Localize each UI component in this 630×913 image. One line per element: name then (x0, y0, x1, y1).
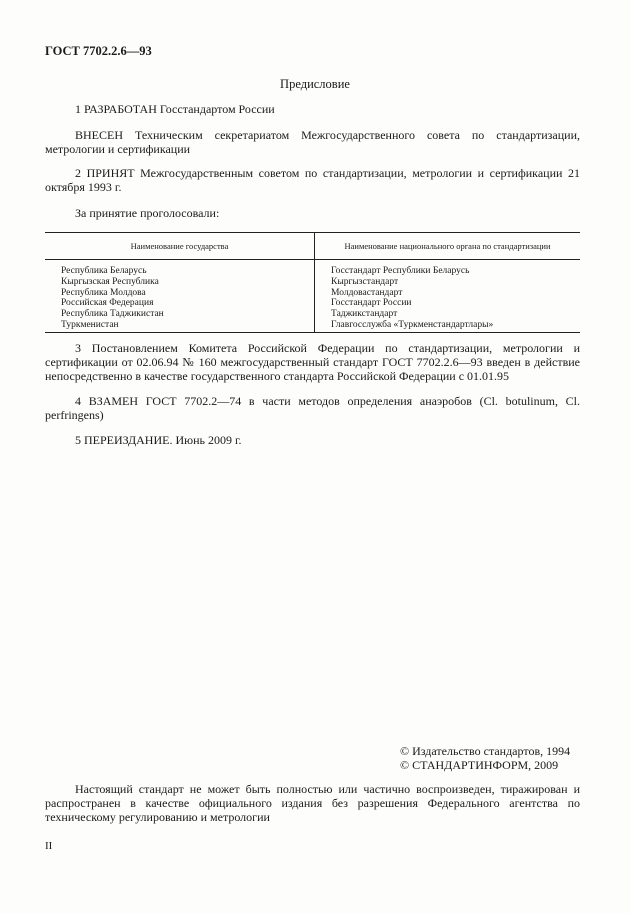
state-name: Республика Беларусь (61, 266, 147, 276)
legal-notice: Настоящий стандарт не может быть полностью или частично воспроизведен, тиражирован и распространен в качестве официального издания без разрешения Федерального агентства по техническому регулированию и метрологии (45, 782, 580, 824)
paragraph-introduced: ВНЕСЕН Техническим секретариатом Межгосударственного совета по стандартизации, метрологии и сертификации (45, 128, 580, 156)
page-number: II (45, 840, 53, 852)
table-header-body: Наименование национального органа по стандартизации (315, 233, 581, 260)
body-name: Главгосслужба «Туркменстандартлары» (331, 319, 494, 330)
body-name: Таджикстандарт (331, 309, 398, 320)
body-name: Молдовастандарт (331, 287, 403, 298)
paragraph-replaces: 4 ВЗАМЕН ГОСТ 7702.2—74 в части методов определения анаэробов (Cl. botulinum, Cl. perfringens) (45, 394, 580, 422)
states-column (45, 260, 315, 333)
state-name: Республика Таджикистан (61, 309, 164, 320)
state-name: Кыргызская Республика (61, 276, 159, 287)
paragraph-voted: За принятие проголосовали: (75, 206, 220, 220)
body-name: Кыргызстандарт (331, 276, 399, 287)
state-name: Российская Федерация (61, 298, 154, 309)
body-name: Госстандарт Республики Беларусь (331, 266, 470, 276)
copyright-line: © Издательство стандартов, 1994 (400, 744, 571, 758)
state-name: Республика Молдова (61, 287, 146, 298)
copyright-line: © СТАНДАРТИНФОРМ, 2009 (400, 758, 559, 772)
bodies-column (315, 260, 581, 333)
paragraph-decree: 3 Постановлением Комитета Российской Федерации по стандартизации, метрологии и сертификации от 02.06.94 № 160 межгосударственный стандарт ГОСТ 7702.2.6—93 введен в действие непосредственно в качестве государственного стандарта Российской Федерации с 01.01.95 (45, 341, 580, 383)
table-header-state: Наименование государства (45, 233, 315, 260)
paragraph-adopted: 2 ПРИНЯТ Межгосударственным советом по стандартизации, метрологии и сертификации 21 октября 1993 г. (45, 166, 580, 194)
voting-table (45, 232, 580, 333)
body-name: Госстандарт России (331, 298, 412, 309)
paragraph-developed: 1 РАЗРАБОТАН Госстандартом России (75, 102, 275, 116)
section-title: Предисловие (280, 77, 350, 91)
paragraph-reissue: 5 ПЕРЕИЗДАНИЕ. Июнь 2009 г. (75, 433, 242, 447)
state-name: Туркменистан (61, 319, 119, 330)
document-header: ГОСТ 7702.2.6—93 (45, 44, 152, 58)
